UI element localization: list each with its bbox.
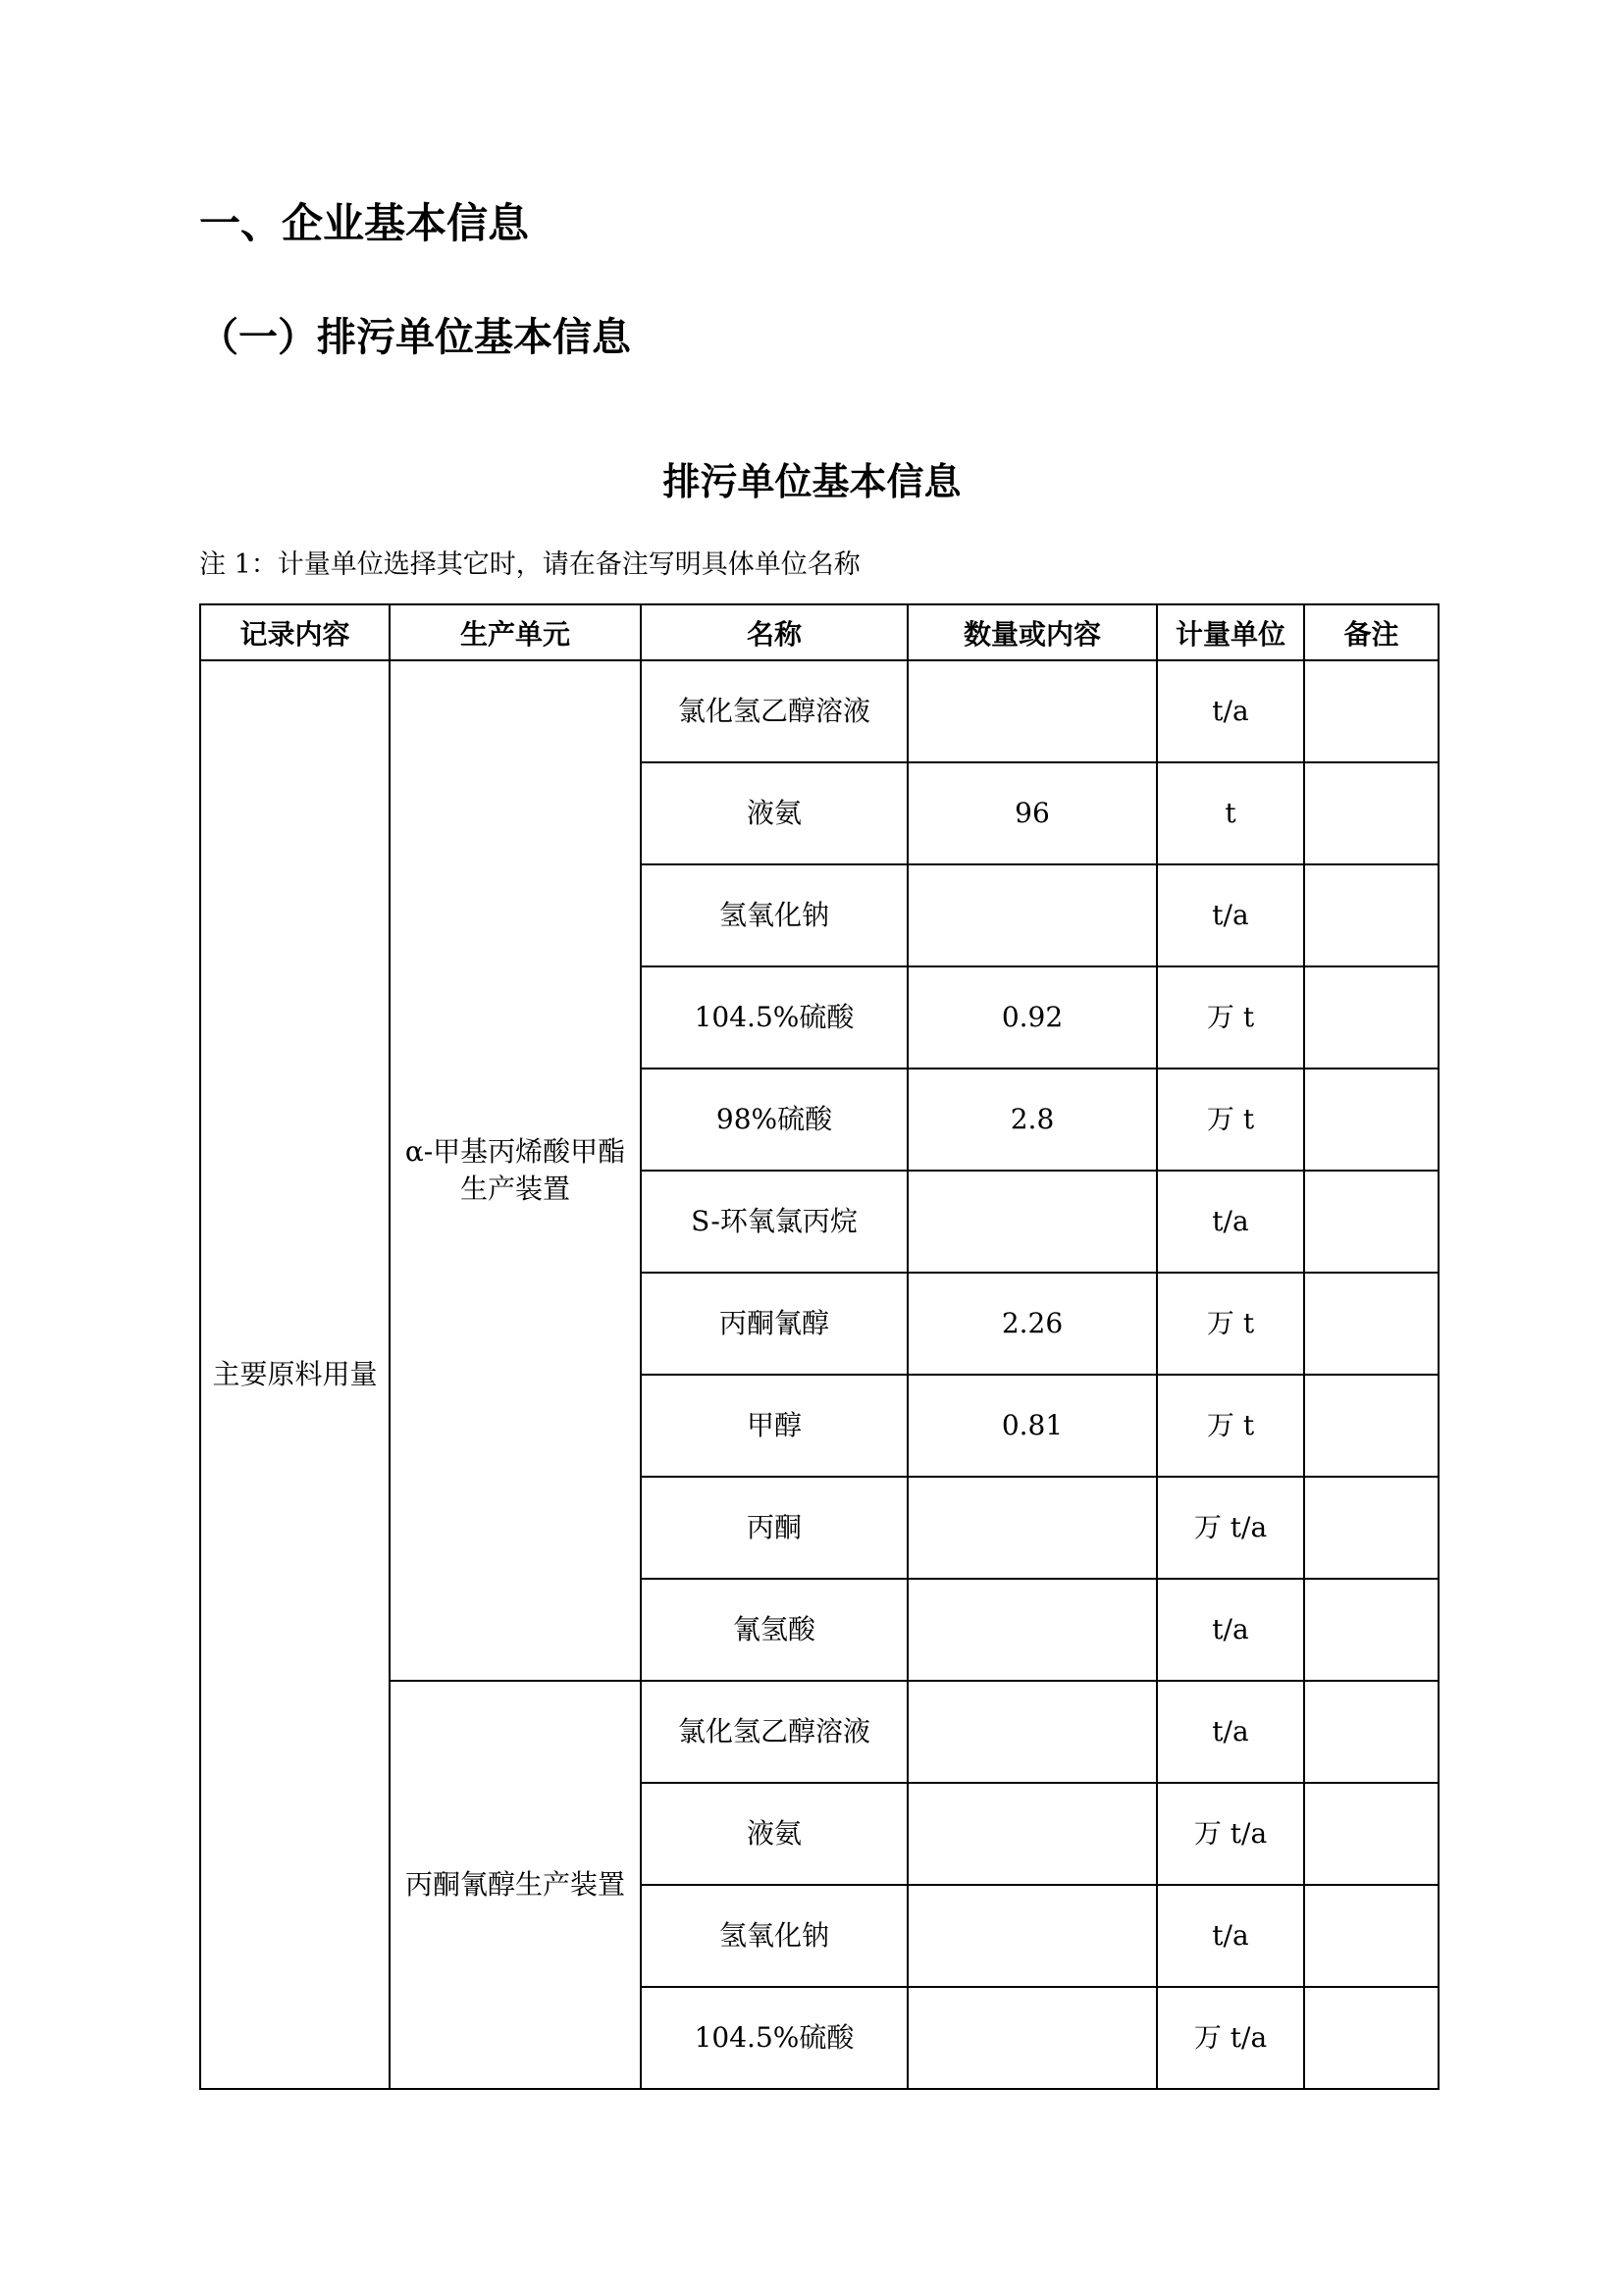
measure-unit-cell: t — [1157, 762, 1304, 864]
quantity-cell — [908, 1171, 1157, 1273]
material-name-cell: 氰氢酸 — [641, 1579, 908, 1681]
measure-unit-cell: 万 t/a — [1157, 1987, 1304, 2089]
header-name: 名称 — [641, 604, 908, 660]
quantity-cell — [908, 1681, 1157, 1783]
measure-unit-cell: t/a — [1157, 660, 1304, 762]
material-name-cell: 丙酮氰醇 — [641, 1273, 908, 1375]
remark-cell — [1304, 1069, 1439, 1171]
table-title: 排污单位基本信息 — [662, 460, 962, 503]
quantity-cell — [908, 1477, 1157, 1579]
remark-cell — [1304, 660, 1439, 762]
material-name-cell: 104.5%硫酸 — [641, 966, 908, 1069]
material-name-cell: 氢氧化钠 — [641, 1885, 908, 1987]
material-name-cell: 丙酮 — [641, 1477, 908, 1579]
header-record-content: 记录内容 — [200, 604, 390, 660]
measure-unit-cell: 万 t — [1157, 966, 1304, 1069]
measure-unit-cell: 万 t/a — [1157, 1783, 1304, 1885]
material-name-cell: 氯化氢乙醇溶液 — [641, 660, 908, 762]
measure-unit-cell: 万 t/a — [1157, 1477, 1304, 1579]
material-name-cell: 氢氧化钠 — [641, 864, 908, 966]
remark-cell — [1304, 762, 1439, 864]
measure-unit-cell: 万 t — [1157, 1273, 1304, 1375]
quantity-cell: 0.81 — [908, 1375, 1157, 1477]
pollutant-unit-info-table — [199, 603, 1440, 2090]
quantity-cell: 96 — [908, 762, 1157, 864]
quantity-cell — [908, 1987, 1157, 2089]
production-unit-cell: 丙酮氰醇生产装置 — [390, 1681, 641, 2089]
production-unit-cell: α-甲基丙烯酸甲酯生产装置 — [390, 660, 641, 1681]
material-name-cell: 氯化氢乙醇溶液 — [641, 1681, 908, 1783]
remark-cell — [1304, 966, 1439, 1069]
measure-unit-cell: t/a — [1157, 1885, 1304, 1987]
remark-cell — [1304, 1783, 1439, 1885]
measure-unit-cell: t/a — [1157, 1171, 1304, 1273]
remark-cell — [1304, 1681, 1439, 1783]
record-content-cell: 主要原料用量 — [200, 660, 390, 2089]
quantity-cell — [908, 864, 1157, 966]
quantity-cell: 2.26 — [908, 1273, 1157, 1375]
header-row — [200, 604, 1439, 660]
remark-cell — [1304, 1171, 1439, 1273]
quantity-cell — [908, 1783, 1157, 1885]
table-note: 注 1：计量单位选择其它时，请在备注写明具体单位名称 — [199, 549, 861, 580]
quantity-cell — [908, 1885, 1157, 1987]
remark-cell — [1304, 1579, 1439, 1681]
section-heading: 一、企业基本信息 — [199, 199, 530, 247]
remark-cell — [1304, 1375, 1439, 1477]
material-name-cell: 甲醇 — [641, 1375, 908, 1477]
remark-cell — [1304, 864, 1439, 966]
quantity-cell — [908, 1579, 1157, 1681]
header-remark: 备注 — [1304, 604, 1439, 660]
material-name-cell: 液氨 — [641, 762, 908, 864]
remark-cell — [1304, 1987, 1439, 2089]
table-body — [200, 660, 1439, 2089]
table-row — [200, 660, 1439, 762]
quantity-cell: 0.92 — [908, 966, 1157, 1069]
material-name-cell: 104.5%硫酸 — [641, 1987, 908, 2089]
remark-cell — [1304, 1477, 1439, 1579]
remark-cell — [1304, 1273, 1439, 1375]
header-quantity: 数量或内容 — [908, 604, 1157, 660]
material-name-cell: S-环氧氯丙烷 — [641, 1171, 908, 1273]
subsection-heading: （一）排污单位基本信息 — [199, 315, 631, 360]
measure-unit-cell: t/a — [1157, 1579, 1304, 1681]
header-measure-unit: 计量单位 — [1157, 604, 1304, 660]
measure-unit-cell: 万 t — [1157, 1375, 1304, 1477]
measure-unit-cell: t/a — [1157, 864, 1304, 966]
quantity-cell: 2.8 — [908, 1069, 1157, 1171]
measure-unit-cell: t/a — [1157, 1681, 1304, 1783]
material-name-cell: 98%硫酸 — [641, 1069, 908, 1171]
quantity-cell — [908, 660, 1157, 762]
remark-cell — [1304, 1885, 1439, 1987]
measure-unit-cell: 万 t — [1157, 1069, 1304, 1171]
material-name-cell: 液氨 — [641, 1783, 908, 1885]
header-production-unit: 生产单元 — [390, 604, 641, 660]
